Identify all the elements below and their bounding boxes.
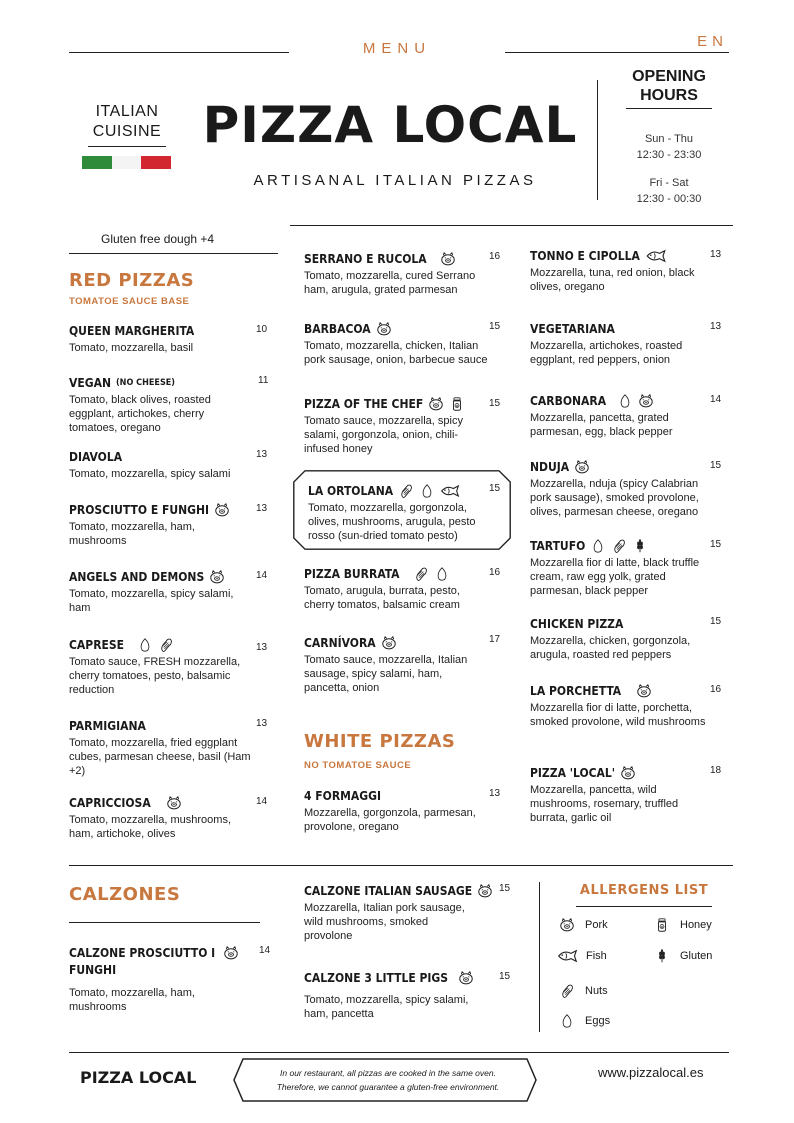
item-name: DIAVOLA <box>69 450 123 464</box>
item-price: 16 <box>710 684 722 695</box>
item-price: 15 <box>710 616 722 627</box>
allergen-honey <box>654 918 712 932</box>
nuts-icon <box>158 638 174 652</box>
nuts-icon <box>559 984 575 998</box>
italian-flag <box>82 156 171 169</box>
item-description: Mozzarella, tuna, red onion, black olives, oregano <box>530 267 695 293</box>
red-pizzas-subtitle: TOMATOE SAUCE BASE <box>69 296 190 307</box>
allergens-title: ALLERGENS LIST <box>579 883 709 898</box>
pork-icon <box>223 946 239 960</box>
item-name: PIZZA 'LOCAL' <box>530 766 616 780</box>
item-name: LA PORCHETTA <box>530 684 622 698</box>
menu-item <box>530 248 715 294</box>
gluten-free-note: Gluten free dough +4 <box>101 232 215 246</box>
item-price: 17 <box>489 634 501 645</box>
item-description: Tomato sauce, mozzarella, Italian sausage, spicy salami, ham, pancetta, onion <box>304 654 468 694</box>
item-description: Tomato, mozzarella, spicy salami, ham <box>69 588 234 614</box>
item-name: PIZZA BURRATA <box>304 567 400 581</box>
disclaimer-line-2: Therefore, we cannot guarantee a gluten-free environment. <box>276 1082 500 1092</box>
item-price: 14 <box>256 570 268 581</box>
menu-label: MENU <box>362 40 432 57</box>
egg-icon <box>434 567 450 581</box>
menu-item <box>530 321 705 367</box>
item-description: Mozzarella, gorgonzola, parmesan, provolone, oregano <box>304 807 476 833</box>
pork-icon <box>440 252 456 266</box>
menu-item <box>304 788 484 834</box>
pork-icon <box>620 766 636 780</box>
disclaimer-line-1: In our restaurant, all pizzas are cooked in the same oven. <box>280 1068 496 1078</box>
nuts-icon <box>611 539 627 553</box>
item-name: CALZONE 3 LITTLE PIGS <box>304 971 449 985</box>
language-switch[interactable]: EN <box>697 33 728 50</box>
item-name: TARTUFO <box>530 539 586 553</box>
item-description: Mozzarella, nduja (spicy Calabrian pork sausage), smoked provolone, olives, parmesan cheese, oregano <box>530 478 699 518</box>
item-name: VEGAN <box>69 376 111 390</box>
menu-item <box>530 459 715 519</box>
allergens-divider <box>539 882 540 1032</box>
honey-icon <box>654 918 670 932</box>
item-description: Tomato, mozzarella, gorgonzola, olives, mushrooms, arugula, pesto rosso (sun-dried tomato pesto) <box>308 502 476 542</box>
fish-icon <box>645 249 667 263</box>
pork-icon <box>574 460 590 474</box>
menu-item <box>530 683 715 729</box>
pork-icon <box>559 918 575 932</box>
item-price: 16 <box>489 251 501 262</box>
allergen-label: Pork <box>585 919 608 931</box>
item-price: 15 <box>489 321 501 332</box>
menu-item <box>69 449 254 481</box>
pork-icon <box>209 570 225 584</box>
egg-icon <box>590 539 606 553</box>
item-description: Tomato, mozzarella, chicken, Italian pork sausage, onion, barbecue sauce <box>304 340 488 366</box>
item-description: Tomato, mozzarella, fried eggplant cubes, parmesan cheese, basil (Ham +2) <box>69 737 251 777</box>
gluten-icon <box>632 539 648 553</box>
restaurant-subtitle: ARTISANAL ITALIAN PIZZAS <box>253 172 537 189</box>
item-description: Mozzarella, pancetta, wild mushrooms, rosemary, truffled burrata, garlic oil <box>530 784 679 824</box>
menu-item <box>304 396 484 456</box>
restaurant-title: PIZZA LOCAL <box>202 96 578 154</box>
nuts-icon <box>398 484 414 498</box>
egg-icon <box>137 638 153 652</box>
item-name: PROSCIUTTO E FUNGHI <box>69 503 210 517</box>
menu-item <box>304 251 489 297</box>
pork-icon <box>214 503 230 517</box>
menu-item <box>69 375 254 435</box>
item-price: 16 <box>489 567 501 578</box>
item-name: PIZZA OF THE CHEF <box>304 397 424 411</box>
hours-time-2: 12:30 - 00:30 <box>636 193 702 205</box>
opening-hours-title: OPENING HOURS <box>632 68 706 104</box>
col1-rule <box>69 253 278 254</box>
item-price: 10 <box>256 324 268 335</box>
egg-icon <box>419 484 435 498</box>
item-description: Tomato, mozzarella, cured Serrano ham, arugula, grated parmesan <box>304 270 476 296</box>
item-name: PARMIGIANA <box>69 719 146 733</box>
calzones-title: CALZONES <box>69 884 181 905</box>
item-description: Tomato, black olives, roasted eggplant, artichokes, cherry tomatoes, oregano <box>69 394 211 434</box>
item-price: 15 <box>710 539 722 550</box>
item-name: SERRANO E RUCOLA <box>304 252 427 266</box>
item-price: 15 <box>710 460 722 471</box>
item-note: (NO CHEESE) <box>115 378 176 388</box>
hours-days-2: Fri - Sat <box>649 177 689 189</box>
menu-item <box>69 637 254 697</box>
menu-item <box>304 321 494 367</box>
item-description: Tomato, mozzarella, mushrooms, ham, artichoke, olives <box>69 814 231 840</box>
item-name: CARBONARA <box>530 394 607 408</box>
nuts-icon <box>413 567 429 581</box>
item-name: ANGELS AND DEMONS <box>69 570 205 584</box>
pork-icon <box>166 796 182 810</box>
top-divider <box>290 225 733 226</box>
menu-item <box>69 323 254 355</box>
item-description: Tomato, mozzarella, ham, mushrooms <box>69 521 195 547</box>
pork-icon <box>477 884 493 898</box>
allergen-label: Gluten <box>680 950 713 962</box>
item-description: Tomato sauce, FRESH mozzarella, cherry tomatoes, pesto, balsamic reduction <box>69 656 241 696</box>
item-price: 14 <box>256 796 268 807</box>
item-description: Tomato, mozzarella, ham, mushrooms <box>69 987 195 1013</box>
allergen-eggs <box>559 1014 610 1028</box>
allergen-gluten <box>654 949 712 963</box>
item-description: Mozzarella, Italian pork sausage, wild mushrooms, smoked provolone <box>304 902 465 942</box>
item-name: TONNO E CIPOLLA <box>530 249 640 263</box>
menu-item <box>304 566 484 612</box>
item-price: 14 <box>259 945 271 956</box>
cuisine-label: ITALIAN CUISINE <box>92 103 162 140</box>
egg-icon <box>559 1014 575 1028</box>
pork-icon <box>636 684 652 698</box>
item-price: 13 <box>256 642 268 653</box>
gluten-icon <box>654 949 670 963</box>
item-name: CARNÍVORA <box>304 636 376 650</box>
item-price: 15 <box>499 971 511 982</box>
header-rule-right <box>505 52 729 53</box>
pork-icon <box>381 636 397 650</box>
allergen-label: Eggs <box>585 1015 611 1027</box>
menu-item <box>69 945 239 1014</box>
item-price: 15 <box>499 883 511 894</box>
item-name: CAPRICCIOSA <box>69 796 151 810</box>
item-price: 13 <box>256 503 268 514</box>
item-description: Mozzarella fior di latte, porchetta, smoked provolone, wild mushrooms <box>530 702 706 728</box>
item-price: 18 <box>710 765 722 776</box>
footer-divider <box>69 1052 729 1053</box>
item-name: 4 FORMAGGI <box>304 789 381 803</box>
honey-icon <box>449 397 465 411</box>
white-pizzas-title: WHITE PIZZAS <box>304 731 456 752</box>
menu-item <box>530 616 705 662</box>
item-price: 13 <box>256 449 268 460</box>
item-name: BARBACOA <box>304 322 371 336</box>
item-description: Mozzarella, artichokes, roasted eggplant, red peppers, onion <box>530 340 683 366</box>
red-pizzas-title: RED PIZZAS <box>69 270 195 291</box>
hours-time-1: 12:30 - 23:30 <box>636 149 702 161</box>
item-price: 13 <box>256 718 268 729</box>
item-price: 14 <box>710 394 722 405</box>
item-price: 13 <box>710 321 722 332</box>
fish-icon <box>557 949 578 963</box>
item-description: Tomato, mozzarella, basil <box>69 342 194 354</box>
allergen-pork <box>559 918 608 932</box>
allergen-label: Fish <box>586 950 607 962</box>
pork-icon <box>458 971 474 985</box>
menu-item <box>69 502 254 548</box>
allergen-nuts <box>559 984 608 998</box>
allergens-rule <box>576 906 712 907</box>
calzones-divider <box>69 865 733 866</box>
item-description: Tomato, mozzarella, spicy salami, ham, pancetta <box>304 994 469 1020</box>
allergen-label: Honey <box>680 919 712 931</box>
gluten-disclaimer <box>240 1066 536 1094</box>
hours-rule <box>626 108 712 109</box>
egg-icon <box>617 394 633 408</box>
hours-divider <box>597 80 598 200</box>
menu-item-featured <box>308 483 493 543</box>
item-description: Mozzarella fior di latte, black truffle cream, raw egg yolk, grated parmesan, black pepper <box>530 557 700 597</box>
menu-item <box>530 393 705 439</box>
menu-item <box>304 970 489 1021</box>
pork-icon <box>428 397 444 411</box>
item-description: Mozzarella, pancetta, grated parmesan, egg, black pepper <box>530 412 673 438</box>
menu-item <box>304 635 484 695</box>
menu-item <box>530 765 710 825</box>
calzones-rule <box>69 922 260 923</box>
item-description: Tomato, arugula, burrata, pesto, cherry tomatos, balsamic cream <box>304 585 460 611</box>
menu-item <box>69 569 254 615</box>
allergen-label: Nuts <box>585 985 608 997</box>
item-price: 13 <box>710 249 722 260</box>
menu-item <box>69 718 254 778</box>
allergen-fish <box>557 949 607 963</box>
item-name: LA ORTOLANA <box>308 484 394 498</box>
item-price: 15 <box>489 398 501 409</box>
item-name: CHICKEN PIZZA <box>530 617 624 631</box>
footer-brand: PIZZA LOCAL <box>80 1068 197 1087</box>
website-link[interactable]: www.pizzalocal.es <box>598 1065 704 1080</box>
cuisine-rule <box>88 146 166 147</box>
item-description: Tomato sauce, mozzarella, spicy salami, gorgonzola, onion, chili-infused honey <box>304 415 463 455</box>
pork-icon <box>638 394 654 408</box>
item-name: VEGETARIANA <box>530 322 615 336</box>
white-pizzas-subtitle: NO TOMATOE SAUCE <box>304 760 412 771</box>
item-name: QUEEN MARGHERITA <box>69 324 195 338</box>
item-name: CALZONE PROSCIUTTO I FUNGHI <box>69 946 216 977</box>
menu-item <box>530 538 715 598</box>
item-price: 11 <box>258 375 269 386</box>
item-description: Mozzarella, chicken, gorgonzola, arugula, roasted red peppers <box>530 635 691 661</box>
item-name: CAPRESE <box>69 638 125 652</box>
fish-icon <box>440 484 460 498</box>
item-name: CALZONE ITALIAN SAUSAGE <box>304 884 473 898</box>
item-name: NDUJA <box>530 460 570 474</box>
pork-icon <box>376 322 392 336</box>
menu-item <box>304 883 494 943</box>
menu-item <box>69 795 254 841</box>
item-description: Tomato, mozzarella, spicy salami <box>69 468 231 480</box>
item-price: 13 <box>489 788 501 799</box>
item-price: 15 <box>489 483 501 494</box>
hours-days-1: Sun - Thu <box>644 133 694 145</box>
